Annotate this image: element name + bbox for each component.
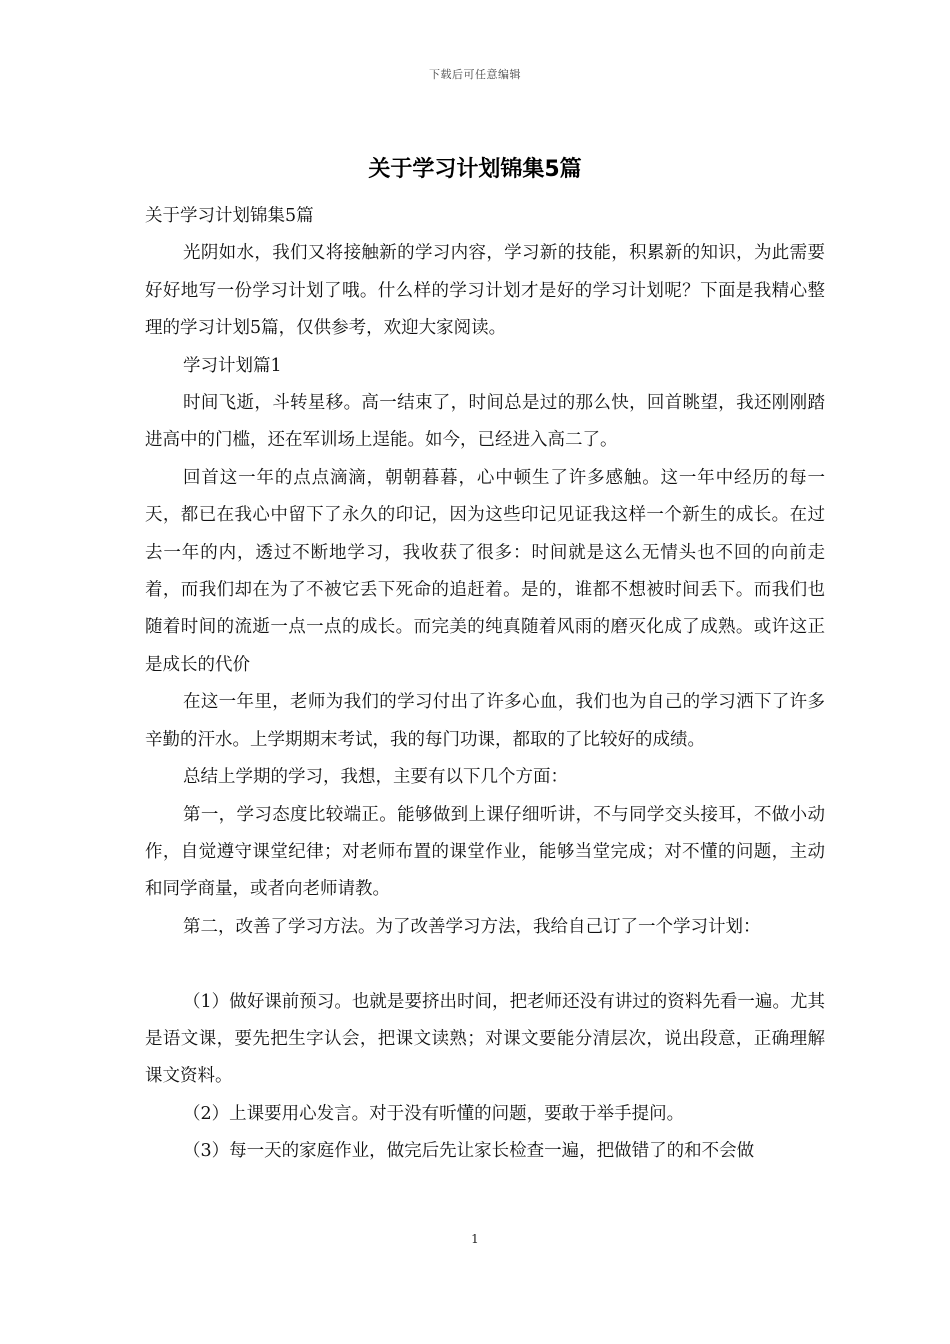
list-item: （2）上课要用心发言。对于没有听懂的问题，要敢于举手提问。 [183,1103,685,1124]
intro-paragraph: 光阴如水，我们又将接触新的学习内容，学习新的技能，积累新的知识，为此需要好好地写一份学习计划了哦。什么样的学习计划才是好的学习计划呢？下面是我精心整理的学习计划5篇，仅供参考，欢迎大家阅读。 [145,243,825,339]
blank-line [145,946,825,983]
paragraph: 回首这一年的点点滴滴，朝朝暮暮，心中顿生了许多感触。这一年中经历的每一天，都已在我心中留下了永久的印记，因为这些印记见证我这样一个新生的成长。在过去一年的内，透过不断地学习，我收获了很多：时间就是这么无情头也不回的向前走着，而我们却在为了不被它丢下死命的追赶着。是的，谁都不想被时间丢下。而我们也随着时间的流逝一点一点的成长。而完美的纯真随着风雨的磨灭化成了成熟。或许这正是成长的代价 [145,467,825,675]
list-item: （3）每一天的家庭作业，做完后先让家长检查一遍，把做错了的和不会做 [183,1141,755,1162]
list-item: （1）做好课前预习。也就是要挤出时间，把老师还没有讲过的资料先看一遍。尤其是语文课，要先把生字认会，把课文读熟；对课文要能分清层次，说出段意，正确理解课文资料。 [145,991,825,1087]
section-heading: 学习计划篇1 [183,355,282,376]
paragraph: 第一，学习态度比较端正。能够做到上课仔细听讲，不与同学交头接耳，不做小动作，自觉遵守课堂纪律；对老师布置的课堂作业，能够当堂完成；对不懂的问题，主动和同学商量，或者向老师请教。 [145,804,825,900]
paragraph: 总结上学期的学习，我想，主要有以下几个方面： [183,767,568,788]
paragraph: 在这一年里，老师为我们的学习付出了许多心血，我们也为自己的学习洒下了许多辛勤的汗水。上学期期末考试，我的每门功课，都取的了比较好的成绩。 [145,692,825,750]
paragraph: 时间飞逝，斗转星移。高一结束了，时间总是过的那么快，回首眺望，我还刚刚踏进高中的门槛，还在军训场上逞能。如今，已经进入高二了。 [145,393,825,451]
document-body [145,198,825,1171]
subtitle-line: 关于学习计划锦集5篇 [145,206,314,226]
document-title: 关于学习计划锦集5篇 [368,157,582,182]
paragraph: 第二，改善了学习方法。为了改善学习方法，我给自己订了一个学习计划： [183,916,761,937]
page-number: 1 [471,1232,479,1246]
page-header: 下载后可任意编辑 [429,68,521,81]
